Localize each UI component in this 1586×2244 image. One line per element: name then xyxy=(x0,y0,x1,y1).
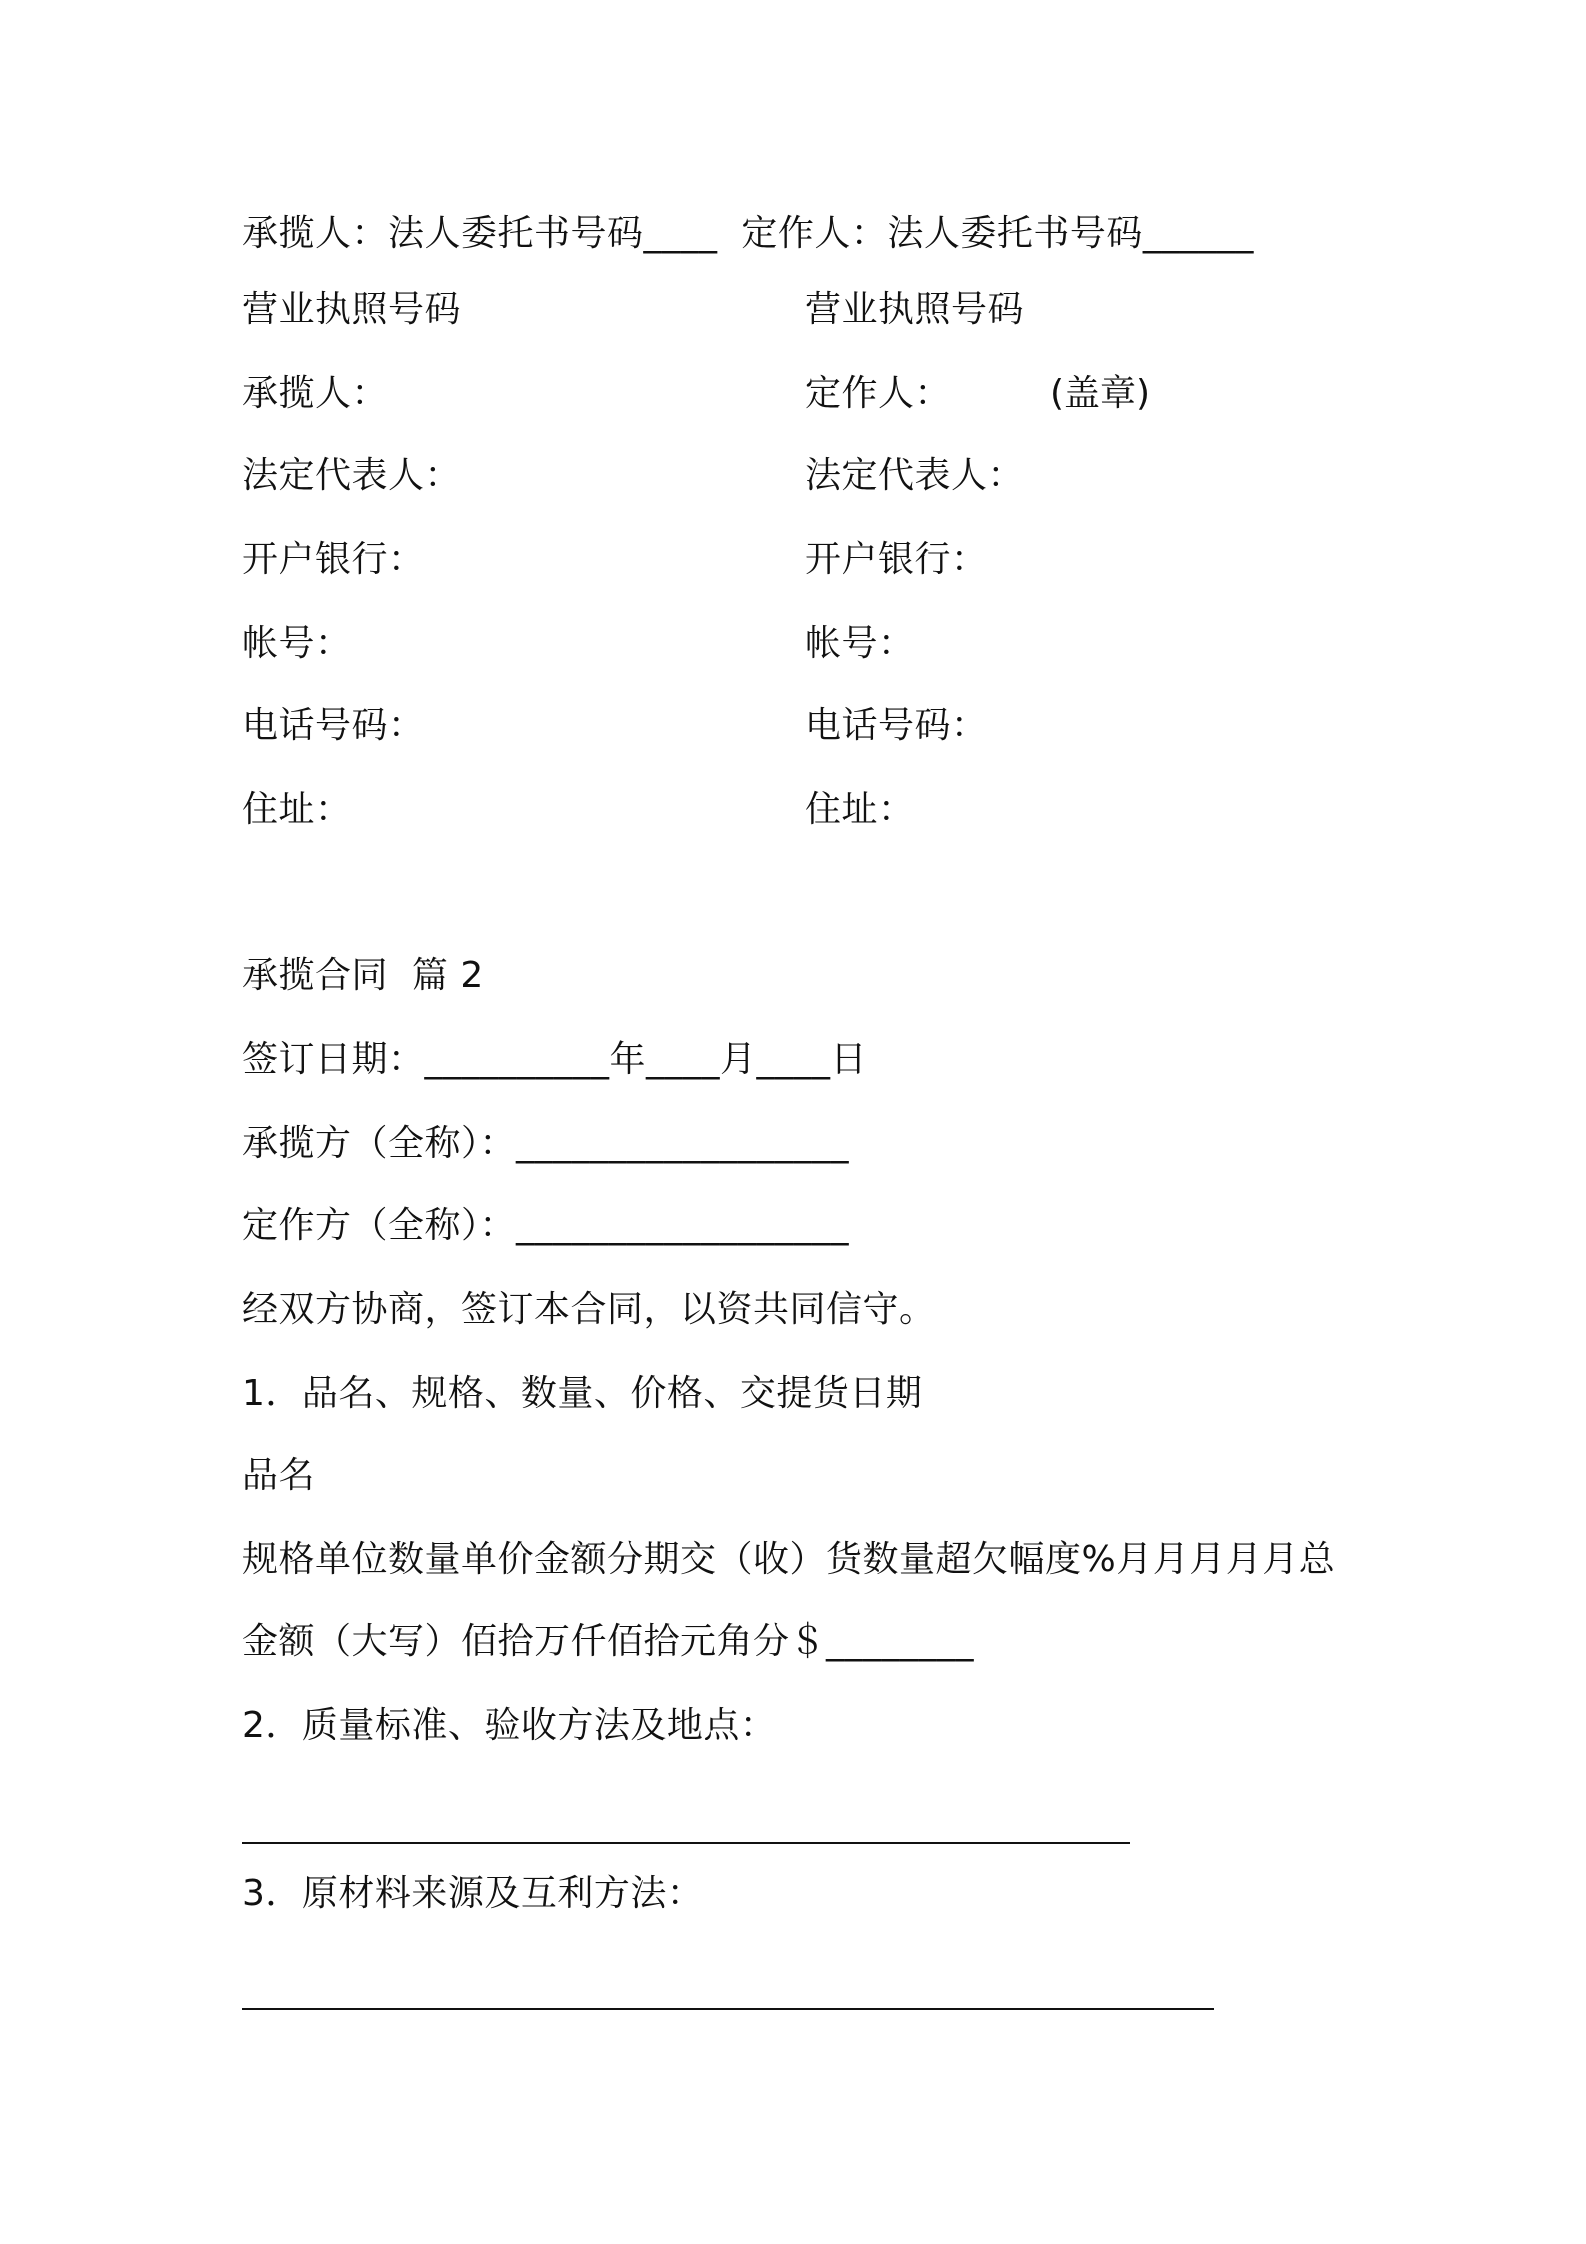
clause-1-title: 1．品名、规格、数量、价格、交提货日期 xyxy=(242,1373,923,1414)
left-contractor-label: 承揽人： xyxy=(242,373,389,414)
right-phone-label: 电话号码： xyxy=(805,705,988,746)
right-address-label: 住址： xyxy=(805,789,915,830)
left-phone-label: 电话号码： xyxy=(242,705,425,746)
sign-date-line: 签订日期：__________年____月____日 xyxy=(242,1039,868,1080)
right-legal-rep-label: 法定代表人： xyxy=(805,455,1025,496)
clause-3-title: 3．原材料来源及互利方法： xyxy=(242,1873,704,1914)
left-account-label: 帐号： xyxy=(242,623,352,664)
seal-label: (盖章) xyxy=(1050,373,1151,414)
left-legal-rep-label: 法定代表人： xyxy=(242,455,462,496)
right-business-license-label: 营业执照号码 xyxy=(805,289,1025,330)
contractor-full-name-line: 承揽方（全称）：__________________ xyxy=(242,1123,850,1164)
left-address-label: 住址： xyxy=(242,789,352,830)
clause-3-blank-line xyxy=(242,2008,1214,2010)
right-account-label: 帐号： xyxy=(805,623,915,664)
clause-2-blank-line xyxy=(242,1842,1130,1844)
right-orderer-label: 定作人： xyxy=(805,373,952,414)
right-bank-label: 开户银行： xyxy=(805,539,988,580)
orderer-full-name-line: 定作方（全称）：__________________ xyxy=(242,1205,850,1246)
contract-title: 承揽合同 篇 2 xyxy=(242,955,484,996)
total-amount-line: 金额（大写）佰拾万仟佰拾元角分＄________ xyxy=(242,1621,975,1662)
table-headers-line: 规格单位数量单价金额分期交（收）货数量超欠幅度%月月月月月总 xyxy=(242,1539,1336,1580)
left-bank-label: 开户银行： xyxy=(242,539,425,580)
preamble-text: 经双方协商，签订本合同，以资共同信守。 xyxy=(242,1289,936,1330)
signature-header-line: 承揽人：法人委托书号码____ 定作人：法人委托书号码______ xyxy=(242,213,1254,254)
clause-2-title: 2．质量标准、验收方法及地点： xyxy=(242,1705,777,1746)
left-business-license-label: 营业执照号码 xyxy=(242,289,462,330)
product-name-label: 品名 xyxy=(242,1455,316,1496)
